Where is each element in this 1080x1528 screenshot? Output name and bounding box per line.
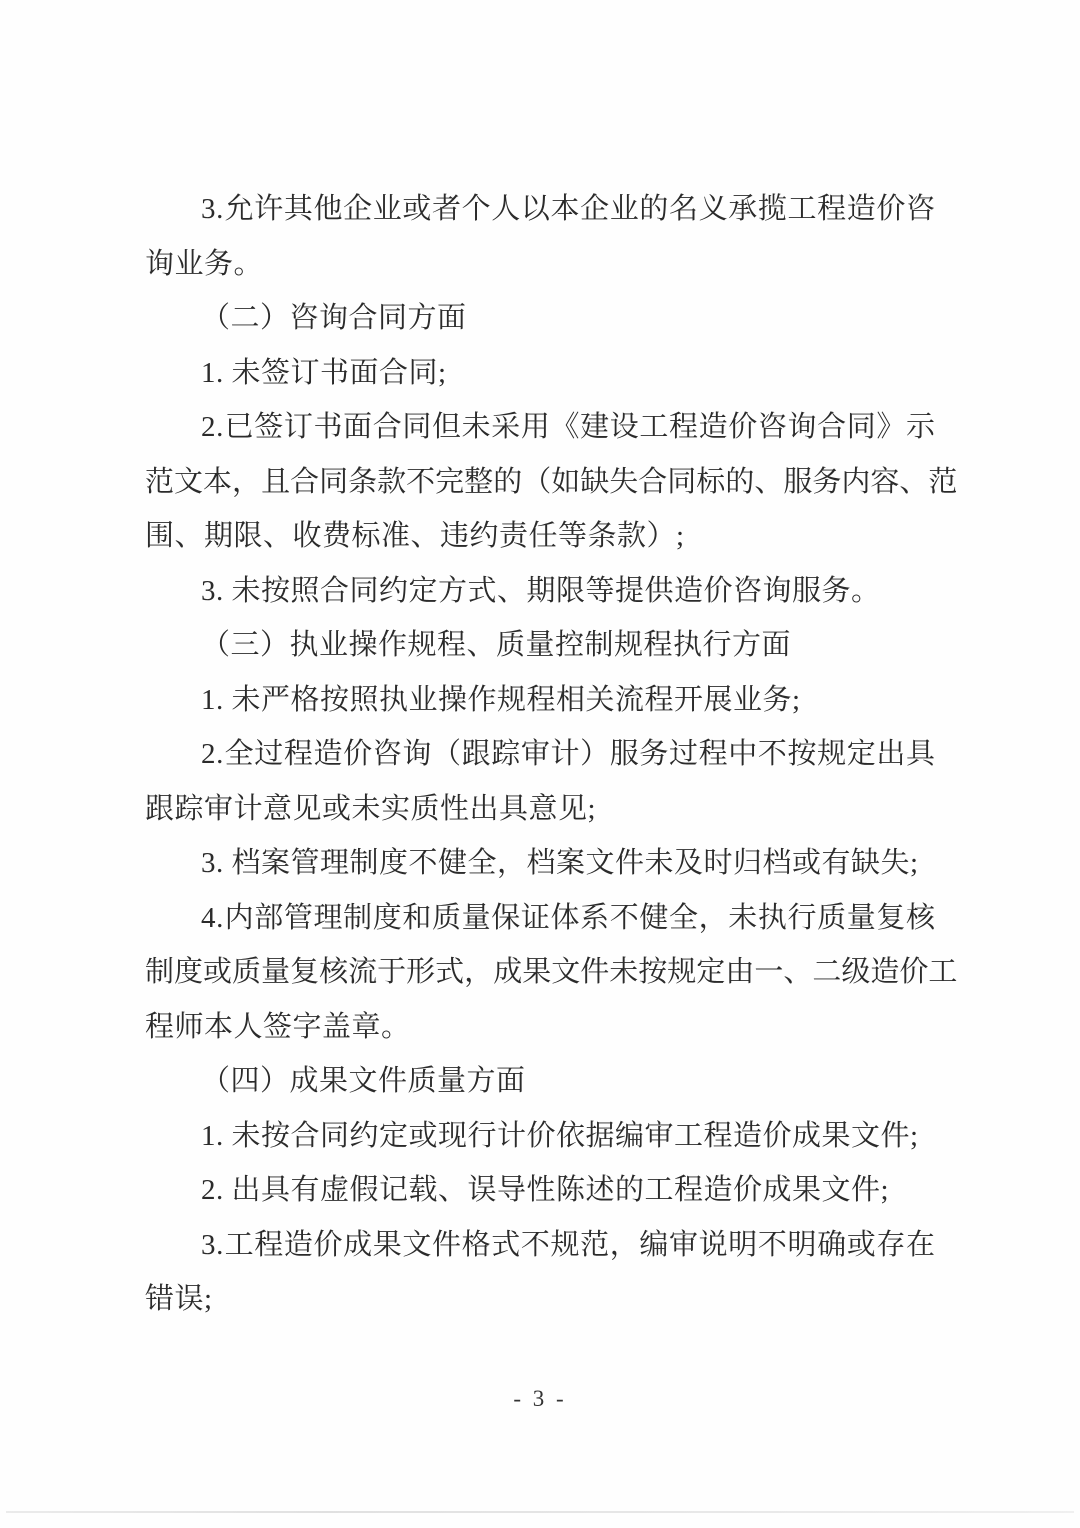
- page-number: - 3 -: [513, 1386, 567, 1411]
- section-heading: （四）成果文件质量方面: [201, 1065, 526, 1097]
- document-line: 3. 未按照合同约定方式、期限等提供造价咨询服务。: [201, 574, 881, 607]
- section-heading: （三）执业操作规程、质量控制规程执行方面: [201, 629, 792, 661]
- document-line: 围、期限、收费标准、违约责任等条款）;: [145, 520, 685, 552]
- scan-edge-line: [6, 1511, 1074, 1513]
- document-line: 3 . 允 许 其 他 企 业 或 者 个 人 以 本 企 业 的 名 义 承 揽 工 程 造 价 咨: [201, 193, 935, 225]
- document-line: 2 . 已 签 订 书 面 合 同 但 未 采 用 《 建 设 工 程 造 价 咨 询 合 同 》 示: [201, 411, 935, 443]
- document-line: 范 文 本 ， 且 合 同 条 款 不 完 整 的 （ 如 缺 失 合 同 标 的 、 服 务 内 容 、 范: [145, 465, 958, 498]
- document-line: 制 度 或 质 量 复 核 流 于 形 式 ， 成 果 文 件 未 按 规 定 由 一 、 二 级 造 价 工: [145, 956, 958, 988]
- document-line: 3. 档案管理制度不健全，档案文件未及时归档或有缺失;: [201, 847, 919, 879]
- document-line: 程师本人签字盖章。: [145, 1010, 411, 1043]
- document-line: 错误;: [145, 1283, 213, 1315]
- section-heading: （二）咨询合同方面: [201, 302, 467, 334]
- document-line: 1. 未严格按照执业操作规程相关流程开展业务;: [201, 683, 801, 716]
- document-body: [145, 182, 958, 1327]
- document-line: 询业务。: [145, 247, 264, 280]
- document-line: 4 . 内 部 管 理 制 度 和 质 量 保 证 体 系 不 健 全 ， 未 执 行 质 量 复 核: [201, 901, 935, 934]
- document-line: 1. 未签订书面合同;: [201, 356, 447, 389]
- document-line: 3 . 工 程 造 价 成 果 文 件 格 式 不 规 范 ， 编 审 说 明 不 明 确 或 存 在: [201, 1228, 935, 1261]
- document-line: 跟踪审计意见或未实质性出具意见;: [145, 792, 597, 825]
- document-line: 1. 未按合同约定或现行计价依据编审工程造价成果文件;: [201, 1119, 919, 1152]
- document-line: 2. 出具有虚假记载、误导性陈述的工程造价成果文件;: [201, 1174, 890, 1206]
- document-line: 2 . 全 过 程 造 价 咨 询 （ 跟 踪 审 计 ） 服 务 过 程 中 不 按 规 定 出 具: [201, 738, 935, 770]
